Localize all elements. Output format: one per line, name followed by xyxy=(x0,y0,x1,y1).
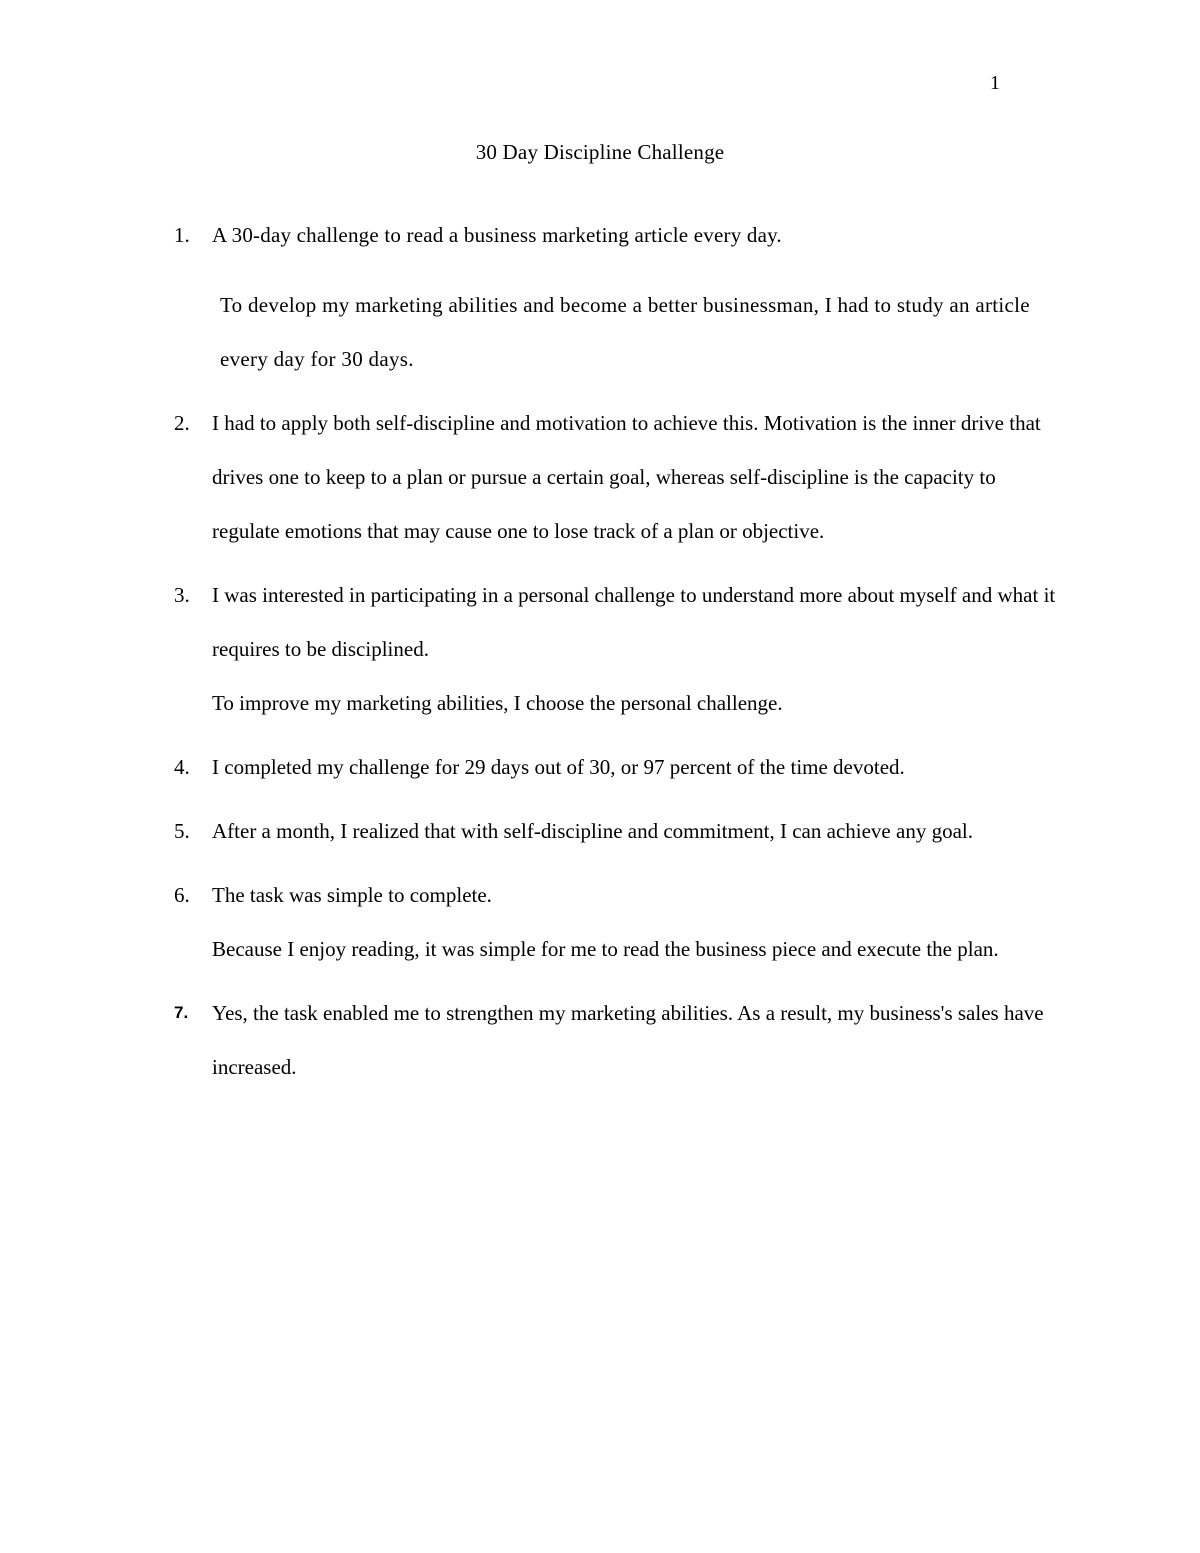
list-item-number: 5. xyxy=(174,819,190,843)
list-item-text: The task was simple to complete. xyxy=(212,883,492,907)
list-item xyxy=(170,868,1060,976)
list-item-text: I had to apply both self-discipline and motivation to achieve this. Motivation is the inner drive that drives one to keep to a plan or pursue a certain goal, whereas self-discipline is the capacity to regulate emotions that may cause one to lose track of a plan or objective. xyxy=(212,411,1041,543)
list-item-number: 4. xyxy=(174,755,190,779)
list-item-subtext: To develop my marketing abilities and become a better businessman, I had to study an article every day for 30 days. xyxy=(220,293,1030,371)
list-item-number: 1. xyxy=(174,223,190,247)
list-item-number: 3. xyxy=(174,583,190,607)
list-item-text: Yes, the task enabled me to strengthen my marketing abilities. As a result, my business's sales have increased. xyxy=(212,1001,1044,1079)
document-title: 30 Day Discipline Challenge xyxy=(475,140,725,164)
list-item xyxy=(170,396,1060,558)
list-item-text: I completed my challenge for 29 days out of 30, or 97 percent of the time devoted. xyxy=(212,755,905,779)
list-item-number: 2. xyxy=(174,411,190,435)
list-item-extra-text: Because I enjoy reading, it was simple for me to read the business piece and execute the plan. xyxy=(212,937,999,961)
list-item-number: 6. xyxy=(174,883,190,907)
list-item xyxy=(170,986,1060,1094)
list-item-text: I was interested in participating in a personal challenge to understand more about myself and what it requires to be disciplined. xyxy=(212,583,1056,661)
list-item-text: After a month, I realized that with self-discipline and commitment, I can achieve any goal. xyxy=(212,819,973,843)
list-item xyxy=(170,568,1060,730)
list-item-extra-text: To improve my marketing abilities, I choose the personal challenge. xyxy=(212,691,783,715)
numbered-list xyxy=(170,208,1060,1104)
list-item-number: 7. xyxy=(174,1003,189,1022)
list-item-text: A 30-day challenge to read a business marketing article every day. xyxy=(212,223,782,247)
page-number: 1 xyxy=(990,72,1000,94)
list-item xyxy=(170,804,1060,858)
list-item xyxy=(170,208,1060,386)
list-item xyxy=(170,740,1060,794)
